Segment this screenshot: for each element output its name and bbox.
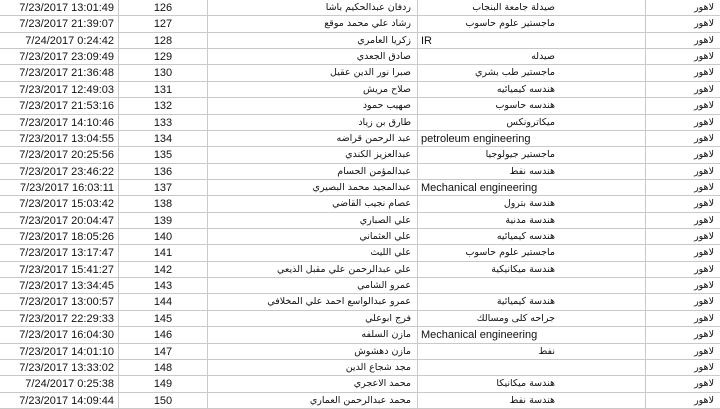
city-cell[interactable]: لاهور [646,131,720,147]
number-cell[interactable]: 130 [119,65,208,81]
specialization-cell[interactable]: IR [418,33,646,49]
date-cell[interactable]: 7/23/2017 21:36:48 [0,65,119,81]
name-cell[interactable]: محمد عبدالرحمن العماري [208,393,418,409]
date-cell[interactable]: 7/23/2017 14:10:46 [0,115,119,131]
table-row [0,115,720,131]
number-cell[interactable]: 143 [119,278,208,294]
specialization-cell[interactable]: هندسه نفط [418,164,646,180]
specialization-cell[interactable]: صيدله [418,49,646,65]
date-cell[interactable]: 7/23/2017 18:05:26 [0,229,119,245]
number-cell[interactable]: 141 [119,245,208,261]
specialization-cell[interactable]: هندسة نفط [418,393,646,409]
name-cell[interactable]: عمرو عبدالواسع احمد علي المخلافي [208,294,418,310]
table-row [0,229,720,245]
date-cell[interactable]: 7/23/2017 21:53:16 [0,98,119,114]
specialization-cell[interactable]: صيدلة جامعة البنجاب [418,0,646,16]
city-cell[interactable]: لاهور [646,393,720,409]
name-cell[interactable]: عبدالمجيد محمد البصيري [208,180,418,196]
specialization-cell[interactable]: هندسة ميكانيكية [418,262,646,278]
specialization-cell[interactable]: Mechanical engineering [418,327,646,343]
number-cell[interactable]: 138 [119,196,208,212]
number-cell[interactable]: 148 [119,360,208,376]
city-cell[interactable]: لاهور [646,229,720,245]
city-cell[interactable]: لاهور [646,49,720,65]
city-cell[interactable]: لاهور [646,278,720,294]
table-row [0,164,720,180]
name-cell[interactable]: مجد شجاع الدين [208,360,418,376]
name-cell[interactable]: علي الليث [208,245,418,261]
specialization-cell[interactable]: هندسة كيميائية [418,294,646,310]
date-cell[interactable]: 7/24/2017 0:25:38 [0,376,119,392]
table-row [0,245,720,261]
number-cell[interactable]: 135 [119,147,208,163]
city-cell[interactable]: لاهور [646,245,720,261]
name-cell[interactable]: مازن دهشوش [208,344,418,360]
date-cell[interactable]: 7/23/2017 16:04:30 [0,327,119,343]
city-cell[interactable]: لاهور [646,0,720,16]
date-cell[interactable]: 7/23/2017 13:00:57 [0,294,119,310]
date-cell[interactable]: 7/24/2017 0:24:42 [0,33,119,49]
name-cell[interactable]: صبرا نور الدين عقيل [208,65,418,81]
city-cell[interactable]: لاهور [646,98,720,114]
city-cell[interactable]: لاهور [646,82,720,98]
city-cell[interactable]: لاهور [646,213,720,229]
number-cell[interactable]: 140 [119,229,208,245]
table-row [0,393,720,409]
specialization-cell[interactable]: هندسه كيميائيه [418,82,646,98]
city-cell[interactable]: لاهور [646,164,720,180]
date-cell[interactable]: 7/23/2017 13:04:55 [0,131,119,147]
number-cell[interactable]: 128 [119,33,208,49]
name-cell[interactable]: صهيب حمود [208,98,418,114]
specialization-cell[interactable] [418,278,646,294]
specialization-cell[interactable]: Mechanical engineering [418,180,646,196]
date-cell[interactable]: 7/23/2017 13:01:49 [0,0,119,16]
city-cell[interactable]: لاهور [646,65,720,81]
table-row [0,49,720,65]
table-row [0,33,720,49]
number-cell[interactable]: 142 [119,262,208,278]
specialization-cell[interactable]: ماجستير علوم حاسوب [418,245,646,261]
table-row [0,82,720,98]
date-cell[interactable]: 7/23/2017 13:34:45 [0,278,119,294]
date-cell[interactable]: 7/23/2017 20:04:47 [0,213,119,229]
table-row [0,344,720,360]
number-cell[interactable]: 131 [119,82,208,98]
table-row [0,262,720,278]
date-cell[interactable]: 7/23/2017 16:03:11 [0,180,119,196]
table-row [0,196,720,212]
table-row [0,294,720,310]
number-cell[interactable]: 137 [119,180,208,196]
city-cell[interactable]: لاهور [646,115,720,131]
name-cell[interactable]: علي الصباري [208,213,418,229]
date-cell[interactable]: 7/23/2017 15:03:42 [0,196,119,212]
specialization-cell[interactable]: هندسه حاسوب [418,98,646,114]
number-cell[interactable]: 144 [119,294,208,310]
name-cell[interactable]: ردفان عبدالحكيم باشا [208,0,418,16]
city-cell[interactable]: لاهور [646,327,720,343]
date-cell[interactable]: 7/23/2017 14:09:44 [0,393,119,409]
table-row [0,327,720,343]
date-cell[interactable]: 7/23/2017 15:41:27 [0,262,119,278]
specialization-cell[interactable]: نفط [418,344,646,360]
table-row [0,376,720,392]
name-cell[interactable]: فرج ابوعلي [208,311,418,327]
date-cell[interactable]: 7/23/2017 20:25:56 [0,147,119,163]
number-cell[interactable]: 133 [119,115,208,131]
specialization-cell[interactable]: ماجستير طب بشري [418,65,646,81]
number-cell[interactable]: 150 [119,393,208,409]
city-cell[interactable]: لاهور [646,33,720,49]
name-cell[interactable]: صلاح مريش [208,82,418,98]
name-cell[interactable]: عصام نجيب القاضي [208,196,418,212]
table-row [0,278,720,294]
name-cell[interactable]: رشاد علي محمد موقع [208,16,418,32]
date-cell[interactable]: 7/23/2017 13:33:02 [0,360,119,376]
specialization-cell[interactable]: هندسة ميكانيكا [418,376,646,392]
date-cell[interactable]: 7/23/2017 23:09:49 [0,49,119,65]
table-row [0,147,720,163]
table-row [0,65,720,81]
city-cell[interactable]: لاهور [646,16,720,32]
date-cell[interactable]: 7/23/2017 22:29:33 [0,311,119,327]
number-cell[interactable]: 126 [119,0,208,16]
date-cell[interactable]: 7/23/2017 21:39:07 [0,16,119,32]
city-cell[interactable]: لاهور [646,180,720,196]
specialization-cell[interactable]: ميكاترونكس [418,115,646,131]
name-cell[interactable]: صادق الجعدي [208,49,418,65]
number-cell[interactable]: 139 [119,213,208,229]
number-cell[interactable]: 136 [119,164,208,180]
name-cell[interactable]: عمرو الشامي [208,278,418,294]
city-cell[interactable]: لاهور [646,360,720,376]
city-cell[interactable]: لاهور [646,294,720,310]
table-row [0,98,720,114]
city-cell[interactable]: لاهور [646,147,720,163]
number-cell[interactable]: 147 [119,344,208,360]
name-cell[interactable]: علي عبدالرحمن علي مقبل الذيعي [208,262,418,278]
name-cell[interactable]: طارق بن زياد [208,115,418,131]
city-cell[interactable]: لاهور [646,344,720,360]
table-row [0,311,720,327]
number-cell[interactable]: 129 [119,49,208,65]
date-cell[interactable]: 7/23/2017 23:46:22 [0,164,119,180]
city-cell[interactable]: لاهور [646,262,720,278]
table-row [0,180,720,196]
table-row [0,360,720,376]
name-cell[interactable]: محمد الاعجري [208,376,418,392]
number-cell[interactable]: 127 [119,16,208,32]
date-cell[interactable]: 7/23/2017 14:01:10 [0,344,119,360]
specialization-cell[interactable]: ماجستير علوم حاسوب [418,16,646,32]
date-cell[interactable]: 7/23/2017 13:17:47 [0,245,119,261]
name-cell[interactable]: عبدالمؤمن الحسام [208,164,418,180]
name-cell[interactable]: عبد الرحمن قراضه [208,131,418,147]
table-row [0,213,720,229]
number-cell[interactable]: 149 [119,376,208,392]
name-cell[interactable]: مازن السلفه [208,327,418,343]
specialization-cell[interactable]: هندسه كيميائيه [418,229,646,245]
date-cell[interactable]: 7/23/2017 12:49:03 [0,82,119,98]
number-cell[interactable]: 134 [119,131,208,147]
city-cell[interactable]: لاهور [646,311,720,327]
city-cell[interactable]: لاهور [646,376,720,392]
name-cell[interactable]: زكريا العامري [208,33,418,49]
number-cell[interactable]: 132 [119,98,208,114]
specialization-cell[interactable]: هندسة مدنية [418,213,646,229]
specialization-cell[interactable]: هندسة بترول [418,196,646,212]
specialization-cell[interactable]: petroleum engineering [418,131,646,147]
name-cell[interactable]: علي العثماني [208,229,418,245]
city-cell[interactable]: لاهور [646,196,720,212]
specialization-cell[interactable] [418,360,646,376]
name-cell[interactable]: عبدالعزيز الكندي [208,147,418,163]
table-row [0,131,720,147]
number-cell[interactable]: 146 [119,327,208,343]
table-row [0,16,720,32]
specialization-cell[interactable]: جراحه كلى ومسالك [418,311,646,327]
table-row [0,0,720,16]
number-cell[interactable]: 145 [119,311,208,327]
specialization-cell[interactable]: ماجستير جيولوجيا [418,147,646,163]
